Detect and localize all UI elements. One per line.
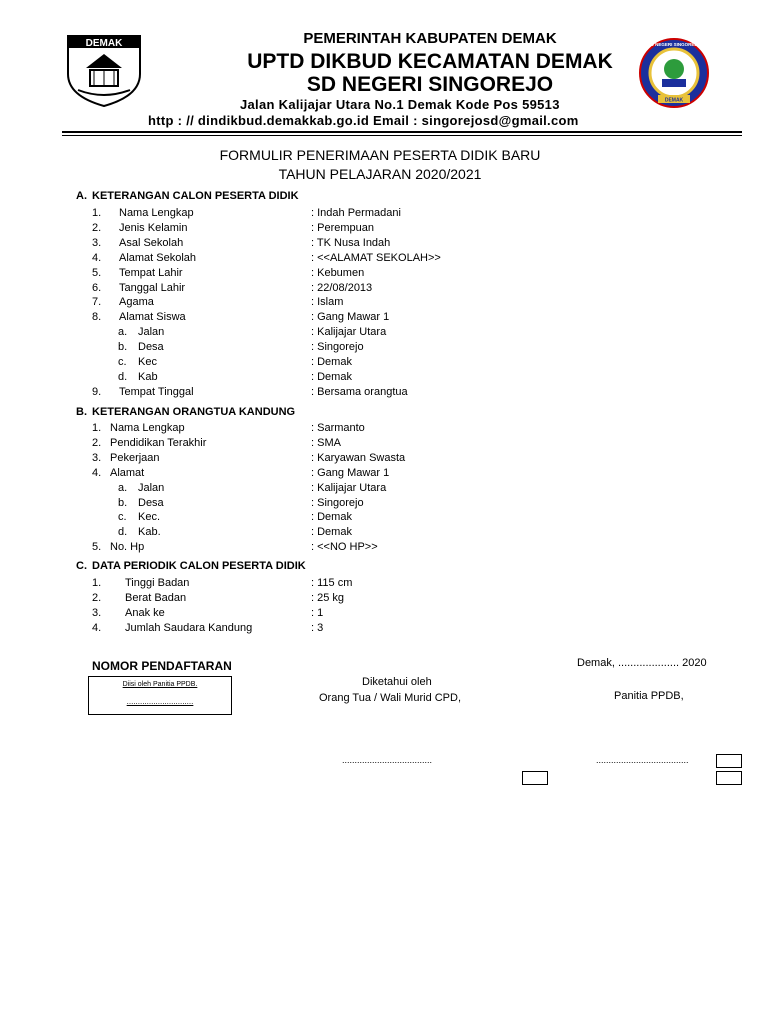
row-number: 3. xyxy=(92,236,102,249)
form-row xyxy=(0,207,768,222)
row-value: : SMA xyxy=(311,436,341,449)
header-address: Jalan Kalijajar Utara No.1 Demak Kode Pos 59513 xyxy=(240,97,560,112)
section-c-letter: C. xyxy=(76,560,87,572)
row-label: Kec. xyxy=(138,511,161,524)
row-number: 2. xyxy=(92,436,102,449)
form-row xyxy=(0,577,768,592)
row-number: 4. xyxy=(92,466,102,479)
svg-text:DEMAK: DEMAK xyxy=(85,38,123,49)
form-row xyxy=(0,341,768,356)
row-value: : Singorejo xyxy=(311,496,364,509)
committee-signature-line: ..................................... xyxy=(596,755,689,765)
row-value: : Demak xyxy=(311,511,352,524)
form-row xyxy=(0,592,768,607)
row-value: : Kalijajar Utara xyxy=(311,481,387,494)
registration-number-label: NOMOR PENDAFTARAN xyxy=(92,659,232,673)
row-number: 4. xyxy=(92,251,102,264)
row-number: 1. xyxy=(92,422,102,434)
row-value: : Sarmanto xyxy=(311,422,365,434)
form-row xyxy=(0,497,768,512)
parent-signature-line: .................................... xyxy=(342,755,433,765)
row-value: : <<NO HP>> xyxy=(311,541,378,554)
row-number: 3. xyxy=(92,451,102,464)
row-label: Desa xyxy=(138,341,164,354)
row-label: Pendidikan Terakhir xyxy=(110,436,207,449)
demak-logo xyxy=(64,34,144,108)
row-number: 3. xyxy=(92,606,102,619)
row-value: : Karyawan Swasta xyxy=(311,451,406,464)
row-label: No. Hp xyxy=(110,541,145,554)
form-row xyxy=(0,371,768,386)
row-label: Jalan xyxy=(138,481,165,494)
row-value: : Islam xyxy=(311,296,344,309)
form-row xyxy=(0,452,768,467)
header-government: PEMERINTAH KABUPATEN DEMAK xyxy=(303,30,557,47)
row-value: : <<ALAMAT SEKOLAH>> xyxy=(311,251,441,264)
row-value: : 1 xyxy=(311,606,324,619)
row-label: Tinggi Badan xyxy=(125,577,190,589)
row-value: : Demak xyxy=(311,526,352,539)
form-row xyxy=(0,541,768,556)
section-a-letter: A. xyxy=(76,190,87,202)
row-label: Kab. xyxy=(138,526,161,539)
row-label: Nama Lengkap xyxy=(110,422,185,434)
row-number: 4. xyxy=(92,621,102,634)
row-number: 7. xyxy=(92,296,102,309)
section-c-title: DATA PERIODIK CALON PESERTA DIDIK xyxy=(92,560,306,572)
row-label: Jalan xyxy=(138,326,165,339)
form-row xyxy=(0,386,768,401)
row-value: : Kebumen xyxy=(311,266,365,279)
known-by-label: Diketahui oleh xyxy=(362,676,432,688)
row-label: Agama xyxy=(119,296,154,309)
row-label: Tempat Tinggal xyxy=(119,385,194,398)
form-row xyxy=(0,607,768,622)
row-label: Tanggal Lahir xyxy=(119,281,186,294)
row-label: Nama Lengkap xyxy=(119,207,194,219)
row-value: : 115 cm xyxy=(311,577,353,589)
form-row xyxy=(0,222,768,237)
row-value: : Bersama orangtua xyxy=(311,385,408,398)
row-number: 1. xyxy=(92,577,102,589)
row-number: 2. xyxy=(92,591,102,604)
header-web: http : // dindikbud.demakkab.go.id Email : singorejosd@gmail.com xyxy=(148,113,579,128)
row-label: Alamat Siswa xyxy=(119,311,186,324)
row-number: a. xyxy=(118,326,128,339)
row-label: Asal Sekolah xyxy=(119,236,184,249)
row-number: 5. xyxy=(92,266,102,279)
checkbox-bottom-right[interactable] xyxy=(716,771,742,785)
form-row xyxy=(0,356,768,371)
header-school: SD NEGERI SINGOREJO xyxy=(306,73,554,96)
form-row xyxy=(0,622,768,637)
row-number: 8. xyxy=(92,311,102,324)
row-number: a. xyxy=(118,481,128,494)
row-number: c. xyxy=(118,356,127,368)
header-rule-thin xyxy=(62,135,742,136)
row-label: Desa xyxy=(138,496,164,509)
row-label: Jenis Kelamin xyxy=(119,221,188,234)
row-value: : Singorejo xyxy=(311,341,364,354)
row-value: : 3 xyxy=(311,621,324,634)
row-number: d. xyxy=(118,526,128,539)
header-rule xyxy=(62,131,742,133)
row-label: Pekerjaan xyxy=(110,451,160,464)
row-value: : Demak xyxy=(311,356,352,368)
row-number: 6. xyxy=(92,281,102,294)
section-b-letter: B. xyxy=(76,406,87,418)
row-number: 2. xyxy=(92,221,102,234)
section-b-title: KETERANGAN ORANGTUA KANDUNG xyxy=(92,406,296,418)
registration-box-dots: .............................. xyxy=(126,697,194,706)
form-row xyxy=(0,326,768,341)
row-label: Kab xyxy=(138,370,158,383)
row-number: b. xyxy=(118,341,128,354)
row-value: : 22/08/2013 xyxy=(311,281,373,294)
form-row xyxy=(0,267,768,282)
svg-text:DEMAK: DEMAK xyxy=(664,97,684,104)
form-row xyxy=(0,282,768,297)
row-label: Anak ke xyxy=(125,606,165,619)
row-label: Tempat Lahir xyxy=(119,266,183,279)
registration-box-note: Diisi oleh Panitia PPDB. xyxy=(122,681,198,688)
row-label: Jumlah Saudara Kandung xyxy=(125,621,253,634)
checkbox-top-right[interactable] xyxy=(716,754,742,768)
row-value: : Kalijajar Utara xyxy=(311,326,387,339)
row-label: Alamat xyxy=(110,466,145,479)
svg-text:SD NEGERI SINGOREJO: SD NEGERI SINGOREJO xyxy=(647,42,701,47)
row-value: : Indah Permadani xyxy=(311,207,401,219)
row-value: : Gang Mawar 1 xyxy=(311,466,390,479)
form-title: FORMULIR PENERIMAAN PESERTA DIDIK BARU xyxy=(219,147,541,163)
row-value: : 25 kg xyxy=(311,591,345,604)
form-row xyxy=(0,526,768,541)
row-value: : Perempuan xyxy=(311,221,374,234)
header-office: UPTD DIKBUD KECAMATAN DEMAK xyxy=(247,50,613,73)
committee-signature-label: Panitia PPDB, xyxy=(614,690,684,702)
parent-signature-label: Orang Tua / Wali Murid CPD, xyxy=(319,692,462,704)
row-number: 5. xyxy=(92,541,102,554)
row-value: : TK Nusa Indah xyxy=(311,236,391,249)
checkbox-bottom-middle[interactable] xyxy=(522,771,548,785)
row-number: 1. xyxy=(92,207,102,219)
form-row xyxy=(0,311,768,326)
form-row xyxy=(0,437,768,452)
form-row xyxy=(0,252,768,267)
registration-number-box[interactable] xyxy=(88,676,232,715)
form-row xyxy=(0,482,768,497)
form-row xyxy=(0,422,768,437)
form-row xyxy=(0,296,768,311)
section-a-title: KETERANGAN CALON PESERTA DIDIK xyxy=(92,190,299,202)
form-row xyxy=(0,511,768,526)
row-value: : Gang Mawar 1 xyxy=(311,311,390,324)
row-number: 9. xyxy=(92,385,102,398)
row-value: : Demak xyxy=(311,370,352,383)
row-label: Kec xyxy=(138,356,157,368)
row-number: b. xyxy=(118,496,128,509)
place-date: Demak, .................... 2020 xyxy=(577,657,707,669)
form-row xyxy=(0,467,768,482)
row-number: d. xyxy=(118,370,128,383)
form-row xyxy=(0,237,768,252)
form-year: TAHUN PELAJARAN 2020/2021 xyxy=(278,166,482,182)
row-label: Alamat Sekolah xyxy=(119,251,197,264)
row-number: c. xyxy=(118,511,127,524)
row-label: Berat Badan xyxy=(125,591,187,604)
